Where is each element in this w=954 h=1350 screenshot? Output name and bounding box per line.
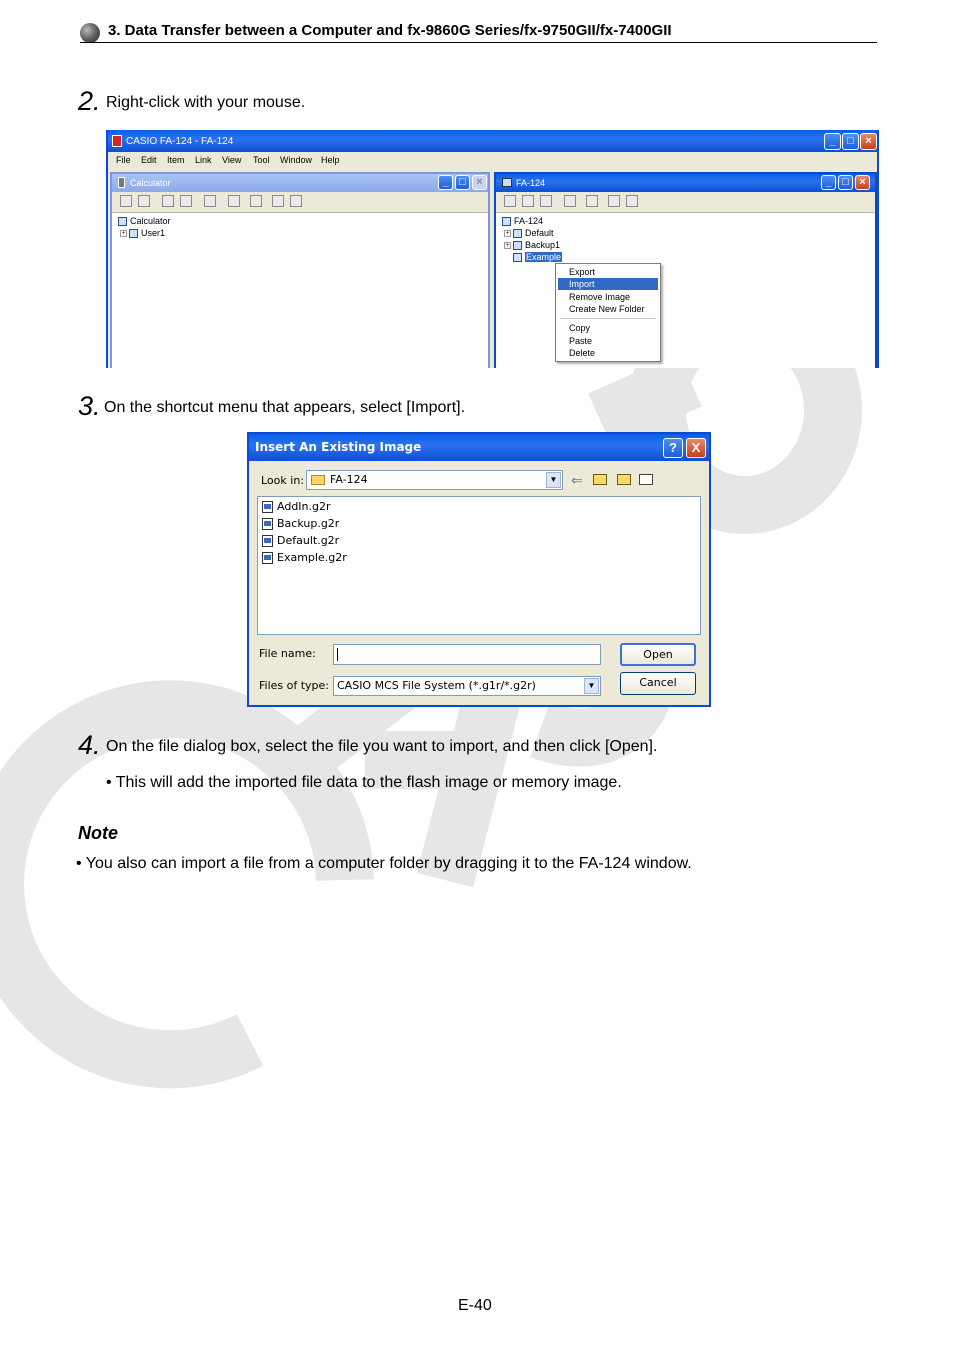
fa124-window	[106, 130, 879, 368]
step-4-bullet: • This will add the imported file data to the flash image or memory image.	[106, 774, 622, 791]
calc-close-button[interactable]: ×	[472, 175, 487, 190]
up-folder-icon[interactable]	[593, 474, 607, 485]
menu-remove-image[interactable]: Remove Image	[569, 292, 631, 302]
note-heading: Note	[78, 823, 118, 843]
tb-paste-icon[interactable]	[180, 195, 192, 207]
open-button[interactable]: Open	[620, 643, 696, 666]
menu-file[interactable]: File	[116, 155, 131, 165]
back-icon[interactable]: ⇐	[571, 472, 583, 488]
dialog-title: Insert An Existing Image	[255, 440, 422, 454]
tb-folder-icon[interactable]	[564, 195, 576, 207]
file-item-example[interactable]: Example.g2r	[262, 550, 347, 566]
step-4-text: On the file dialog box, select the file you want to import, and then click [Open].	[106, 738, 658, 755]
calculator-pane	[110, 172, 490, 368]
menu-edit[interactable]: Edit	[141, 155, 157, 165]
insert-image-dialog	[247, 432, 711, 707]
menu-delete[interactable]: Delete	[569, 348, 596, 358]
tree-default[interactable]: + Default	[505, 228, 554, 238]
calculator-pane-title: Calculator	[130, 178, 171, 188]
fa-minimize-button[interactable]: _	[821, 175, 836, 190]
step-2-number: 2.	[78, 86, 101, 116]
look-in-select[interactable]	[306, 470, 563, 490]
file-item-backup[interactable]: Backup.g2r	[262, 516, 339, 532]
computer-icon	[502, 178, 512, 187]
menu-view[interactable]: View	[222, 155, 242, 165]
tb-calc-icon[interactable]	[608, 195, 620, 207]
text-cursor	[337, 648, 338, 661]
calculator-icon	[118, 177, 125, 188]
fa-maximize-button[interactable]: □	[838, 175, 853, 190]
tb-arrow-right-icon[interactable]	[250, 195, 262, 207]
file-item-default[interactable]: Default.g2r	[262, 533, 339, 549]
tb-folder-icon[interactable]	[204, 195, 216, 207]
tree-fa124[interactable]: FA-124	[502, 216, 543, 226]
image-node-icon	[513, 253, 522, 262]
menu-export[interactable]: Export	[569, 267, 596, 277]
tb-check-icon[interactable]	[626, 195, 638, 207]
fa124-titlebar	[108, 130, 879, 152]
expand-icon[interactable]: +	[121, 230, 126, 238]
look-in-label: Look in:	[261, 474, 304, 487]
header-bullet-icon	[80, 23, 100, 43]
new-folder-icon[interactable]	[617, 474, 631, 485]
dialog-close-button[interactable]: X	[686, 438, 706, 458]
help-button[interactable]: ?	[663, 438, 683, 458]
files-of-type-select[interactable]	[333, 676, 601, 696]
dropdown-arrow-icon[interactable]: ▼	[584, 678, 599, 694]
tb-check-icon[interactable]	[290, 195, 302, 207]
menu-tool[interactable]: Tool	[253, 155, 270, 165]
g2r-file-icon	[262, 535, 273, 547]
calculator-pane-titlebar	[112, 174, 488, 192]
file-name-input[interactable]	[333, 644, 601, 665]
file-item-addin[interactable]: AddIn.g2r	[262, 499, 331, 515]
context-menu	[555, 263, 661, 362]
cancel-button[interactable]: Cancel	[620, 672, 696, 695]
folder-icon	[311, 475, 325, 485]
maximize-button[interactable]: □	[842, 133, 859, 150]
computer-node-icon	[502, 217, 511, 226]
tree-example[interactable]: Example	[513, 252, 562, 262]
menu-link[interactable]: Link	[195, 155, 212, 165]
dialog-titlebar	[249, 434, 709, 461]
g2r-file-icon	[262, 501, 273, 513]
g2r-file-icon	[262, 552, 273, 564]
user-node-icon	[129, 229, 138, 238]
tb-delete-icon[interactable]	[540, 195, 552, 207]
tb-receive-icon[interactable]	[120, 195, 132, 207]
fa-close-button[interactable]: ×	[855, 175, 870, 190]
dropdown-arrow-icon[interactable]: ▼	[546, 472, 561, 488]
tree-user1[interactable]: + User1	[121, 228, 166, 238]
view-menu-icon[interactable]	[639, 474, 653, 485]
close-button[interactable]: ×	[860, 133, 877, 150]
tb-copy-icon[interactable]	[162, 195, 174, 207]
note-text: • You also can import a file from a computer folder by dragging it to the FA-124 window.	[76, 855, 692, 872]
page-number: E-40	[458, 1297, 492, 1314]
step-4-number: 4.	[78, 730, 101, 760]
menu-copy[interactable]: Copy	[569, 323, 591, 333]
step-3-number: 3.	[78, 391, 101, 421]
tb-arrow-left-icon[interactable]	[586, 195, 598, 207]
menu-bar	[108, 152, 879, 168]
expand-icon[interactable]: +	[505, 242, 510, 250]
step-3-text: On the shortcut menu that appears, select [Import].	[104, 399, 466, 416]
menu-window[interactable]: Window	[280, 155, 313, 165]
files-of-type-value: CASIO MCS File System (*.g1r/*.g2r)	[337, 679, 536, 692]
menu-separator	[560, 318, 656, 319]
header-title: 3. Data Transfer between a Computer and fx-9860G Series/fx-9750GII/fx-7400GII	[108, 22, 672, 39]
calc-maximize-button[interactable]: □	[455, 175, 470, 190]
image-node-icon	[513, 241, 522, 250]
fa124-pane	[494, 172, 877, 368]
fa124-pane-title: FA-124	[516, 178, 546, 188]
tb-paste-icon[interactable]	[522, 195, 534, 207]
casio-app-icon	[112, 135, 122, 147]
header-rule	[80, 42, 877, 43]
tb-copy-icon[interactable]	[504, 195, 516, 207]
file-name-label: File name:	[259, 647, 316, 660]
calc-minimize-button[interactable]: _	[438, 175, 453, 190]
menu-help[interactable]: Help	[321, 155, 340, 165]
step-2-text: Right-click with your mouse.	[106, 94, 306, 111]
tree-calculator[interactable]: Calculator	[118, 216, 171, 226]
expand-icon[interactable]: +	[505, 230, 510, 238]
minimize-button[interactable]: _	[824, 133, 841, 150]
menu-item[interactable]: Item	[167, 155, 185, 165]
fa124-toolbar	[496, 192, 875, 213]
tree-backup1[interactable]: + Backup1	[505, 240, 561, 250]
menu-paste[interactable]: Paste	[569, 336, 593, 346]
menu-import[interactable]: Import	[558, 278, 658, 290]
image-node-icon	[513, 229, 522, 238]
fa124-pane-titlebar	[496, 174, 875, 192]
tb-calc-icon[interactable]	[272, 195, 284, 207]
calculator-node-icon	[118, 217, 127, 226]
calculator-toolbar	[112, 192, 488, 213]
menu-create-new-folder[interactable]: Create New Folder	[569, 304, 645, 314]
tb-send-icon[interactable]	[138, 195, 150, 207]
files-of-type-label: Files of type:	[259, 679, 330, 692]
fa124-title: CASIO FA-124 - FA-124	[126, 136, 234, 147]
file-list	[257, 496, 701, 635]
g2r-file-icon	[262, 518, 273, 530]
look-in-value: FA-124	[330, 473, 368, 486]
tb-refresh-icon[interactable]	[228, 195, 240, 207]
